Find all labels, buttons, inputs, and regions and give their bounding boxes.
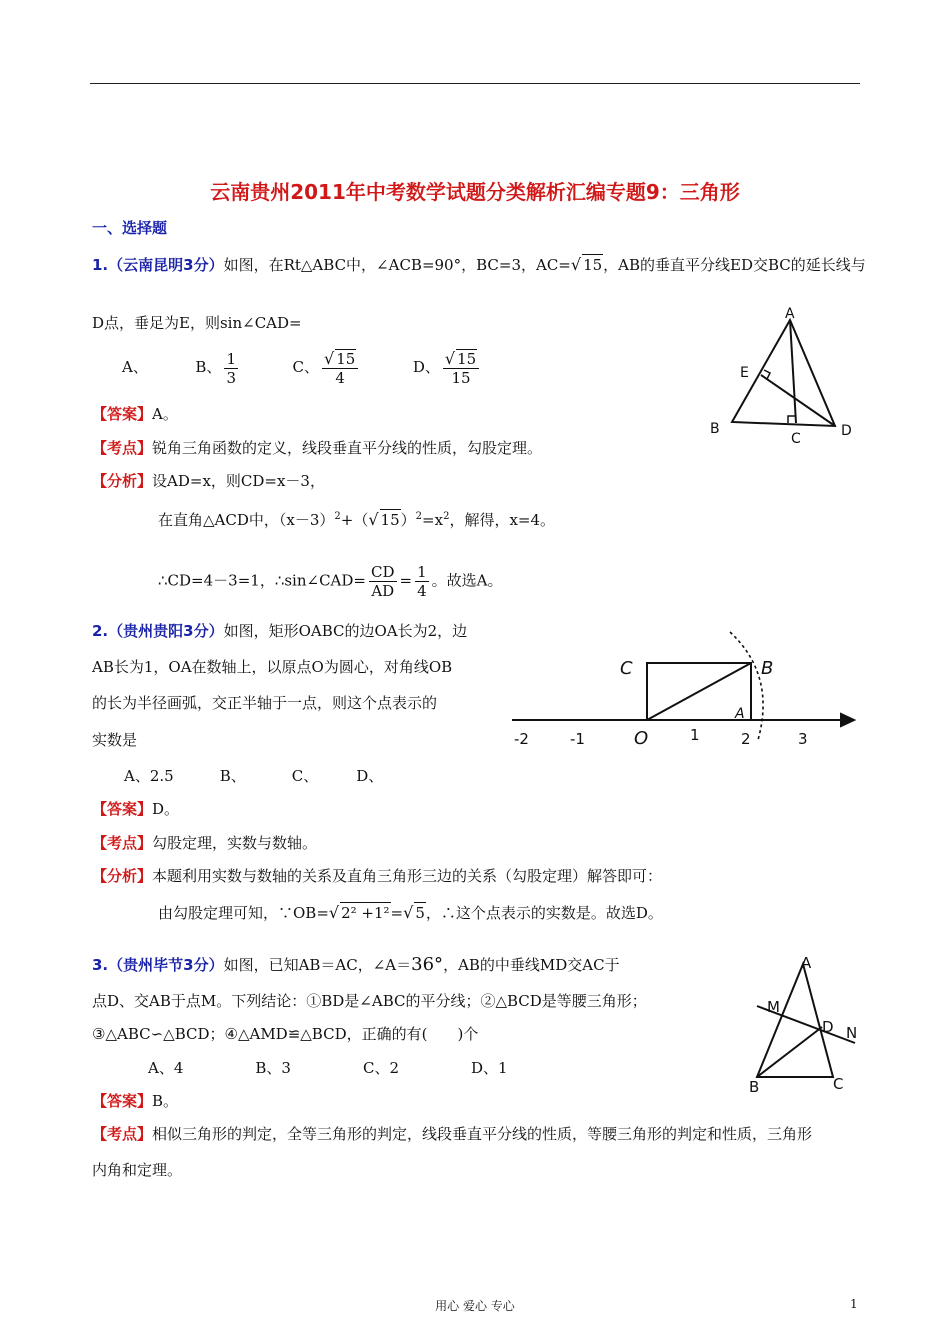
tick-label: 3 bbox=[798, 730, 808, 748]
q3-stem-line1: 3.（贵州毕节3分）如图，已知AB＝AC，∠A＝36°，AB的中垂线MD交AC于 bbox=[92, 954, 620, 975]
label-b: B bbox=[710, 421, 720, 437]
q2-option-b: B、 bbox=[219, 767, 246, 785]
label-a: A bbox=[801, 954, 812, 972]
q1-options bbox=[122, 349, 482, 391]
q2-stem-line2: AB长为1，OA在数轴上，以原点O为圆心，对角线OB bbox=[92, 658, 453, 676]
label-a: A bbox=[735, 706, 745, 722]
q1-option-c-frac: $\frac{√ 15}{4}$ bbox=[322, 349, 358, 387]
label-m: M bbox=[767, 998, 780, 1016]
q1-stem-line2: D点，垂足为E，则sin∠CAD= bbox=[92, 314, 302, 332]
q3-answer: 【答案】B。 bbox=[92, 1092, 179, 1110]
q2-option-c: C、 bbox=[291, 767, 319, 785]
q1-stem-line1 bbox=[92, 254, 866, 275]
q1-analysis-1: 【分析】设AD=x，则CD=x－3， bbox=[92, 472, 325, 490]
segment-ac bbox=[790, 320, 796, 423]
q3-stem-line2: 点D、交AB于点M。下列结论：①BD是∠ABC的平分线；②△BCD是等腰三角形； bbox=[92, 992, 647, 1010]
q1-answer: 【答案】A。 bbox=[92, 405, 178, 423]
q1-stem-text-b: ，AB的垂直平分线ED交BC的延长线与 bbox=[603, 256, 866, 274]
q1-triangle-figure bbox=[700, 305, 870, 450]
q3-option-d: D、1 bbox=[471, 1059, 508, 1077]
q1-option-b: B、 bbox=[195, 358, 222, 376]
label-n: N bbox=[846, 1024, 858, 1042]
sqrt-sign: √ bbox=[570, 255, 582, 274]
q3-option-b: B、3 bbox=[255, 1059, 291, 1077]
axis-arrow bbox=[841, 714, 854, 726]
arc-dotted bbox=[730, 632, 763, 740]
header-rule bbox=[90, 83, 860, 84]
page-title: 云南贵州2011年中考数学试题分类解析汇编专题9：三角形 bbox=[210, 180, 740, 204]
page-footer: 用心 爱心 专心 bbox=[435, 1299, 515, 1313]
tick-label: 1 bbox=[690, 726, 700, 744]
q2-stem-line1: 2.（贵州贵阳3分）如图，矩形OABC的边OA长为2，边 bbox=[92, 622, 468, 640]
label-o: O bbox=[634, 728, 649, 749]
q2-analysis-2: 由勾股定理可知，∵OB=√ 2² +1²=√ 5，∴这个点表示的实数是。故选D。 bbox=[158, 903, 663, 922]
q2-option-d: D、 bbox=[356, 767, 384, 785]
label-c: C bbox=[791, 431, 801, 447]
q3-point-continued: 内角和定理。 bbox=[92, 1161, 183, 1179]
label-b: B bbox=[761, 658, 774, 679]
q3-option-a: A、4 bbox=[148, 1059, 184, 1077]
label-d: D bbox=[841, 423, 852, 439]
tick-label: 2 bbox=[741, 730, 751, 748]
q3-options bbox=[148, 1058, 508, 1078]
tick-label: -2 bbox=[514, 730, 529, 748]
q2-header: 2.（贵州贵阳3分） bbox=[92, 622, 224, 640]
q2-number-line-figure bbox=[508, 630, 858, 750]
q1-analysis-3: ∴CD=4－3=1，∴sin∠CAD= $\frac{CD}{AD}$ = $\frac{1}{4}$ 。故选A。 bbox=[158, 563, 503, 600]
section-heading: 一、选择题 bbox=[92, 219, 168, 237]
page-number: 1 bbox=[850, 1297, 858, 1311]
q1-analysis-2: 在直角△ACD中，$(x-3)^2+(√$ $15)^2=x^2$，解得，x=4。 bbox=[158, 510, 556, 529]
q1-header: 1.（云南昆明3分） bbox=[92, 256, 224, 274]
label-c: C bbox=[833, 1075, 844, 1093]
q3-header: 3.（贵州毕节3分） bbox=[92, 956, 224, 974]
label-b: B bbox=[749, 1078, 760, 1095]
q3-option-c: C、2 bbox=[362, 1059, 399, 1077]
q3-stem-line3: ③△ABC∽△BCD；④△AMD≌△BCD，正确的有( )个 bbox=[92, 1025, 479, 1043]
q2-analysis-1: 【分析】本题利用实数与数轴的关系及直角三角形三边的关系（勾股定理）解答即可： bbox=[92, 867, 663, 885]
q1-option-d: D、 bbox=[412, 358, 440, 376]
q2-option-a: A、2.5 bbox=[124, 767, 174, 785]
label-e: E bbox=[740, 365, 749, 381]
q1-option-c: C、 bbox=[292, 358, 320, 376]
label-a: A bbox=[785, 306, 795, 322]
q2-options bbox=[124, 766, 383, 786]
q1-option-b-frac: $\frac{1}{3}$ bbox=[226, 349, 236, 387]
q1-stem-text: 如图，在Rt△ABC中，∠ACB=90°，BC=3，AC= bbox=[223, 256, 571, 274]
q2-point: 【考点】勾股定理，实数与数轴。 bbox=[92, 834, 318, 852]
q3-point: 【考点】相似三角形的判定，全等三角形的判定，线段垂直平分线的性质，等腰三角形的判定和性质，三角形 bbox=[92, 1125, 813, 1143]
q1-option-a: A、 bbox=[122, 358, 148, 376]
q1-point: 【考点】锐角三角函数的定义，线段垂直平分线的性质，勾股定理。 bbox=[92, 439, 543, 457]
q2-stem-line3: 的长为半径画弧，交正半轴于一点，则这个点表示的 bbox=[92, 694, 438, 712]
label-c: C bbox=[620, 658, 633, 679]
q2-stem-line4: 实数是 bbox=[92, 731, 138, 749]
tick-label: -1 bbox=[570, 730, 585, 748]
q1-option-d-frac: $\frac{√ 15}{15}$ bbox=[443, 349, 479, 387]
label-d: D bbox=[822, 1018, 834, 1036]
q1-stem-radicand: 15 bbox=[583, 256, 603, 274]
q2-answer: 【答案】D。 bbox=[92, 800, 180, 818]
q3-triangle-figure bbox=[745, 950, 865, 1095]
